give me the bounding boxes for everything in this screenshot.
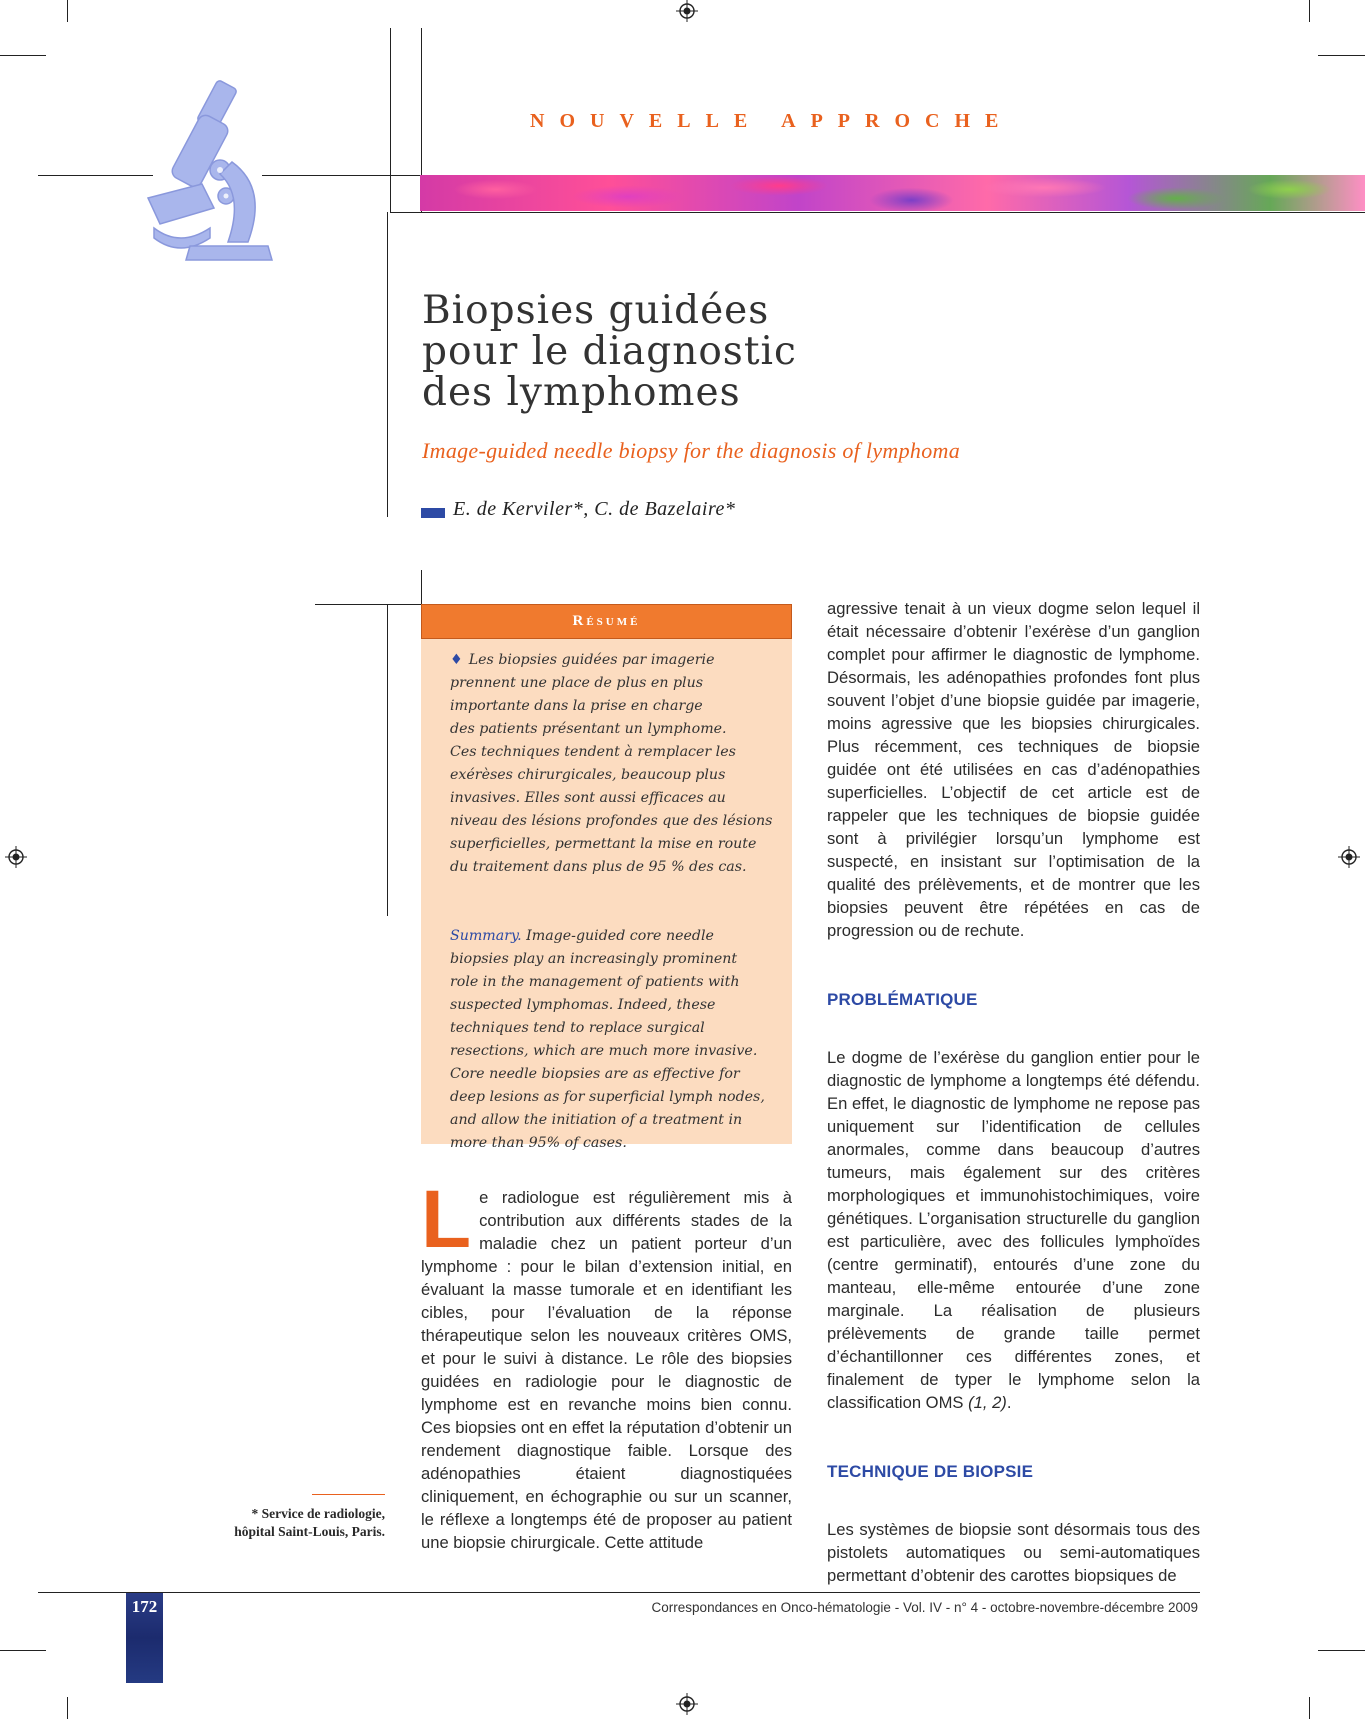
section-label: NOUVELLE APPROCHE bbox=[530, 110, 1014, 132]
abstract-line: resections, which are much more invasive. bbox=[450, 1043, 758, 1059]
abstract-line: invasives. Elles sont aussi efficaces au bbox=[450, 790, 726, 806]
registration-mark-icon bbox=[676, 0, 698, 22]
body-paragraph: Le radiologue est régulièrement mis à contribution aux différents stades de la maladie chez un patient porteur d’un lymphome : pour le bilan d’extension initial, en évaluant la masse tumorale et en identifiant les cibles, pour l’évaluation de la réponse thérapeutique selon les nouveaux critères OMS, et pour le suivi à distance. Le rôle des biopsies guidées en radiologie pour le diagnostic de lymphome est en revanche moins bien connu. Ces biopsies ont en effet la réputation d’obtenir un rendement diagnostique faible. Lorsque des adénopathies étaient diagnostiquées cliniquement, en échographie ou sur un scanner, le réflexe a longtemps été de proposer au patient une biopsie chirurgicale. Cette attitude bbox=[421, 1174, 792, 1552]
citation: (1, 2) bbox=[968, 1393, 1007, 1412]
crop-mark bbox=[67, 0, 68, 22]
summary-label: Summary. bbox=[450, 928, 522, 944]
abstract-rule bbox=[387, 604, 388, 916]
header-rule bbox=[390, 212, 1365, 213]
body-paragraph: agressive tenait à un vieux dogme selon lequel il était nécessaire d’obtenir l’exérèse d’un ganglion complet pour affirmer le diagnostic de lymphome. Désormais, les adénopathies profondes font plus souvent l’objet d’une biopsie guidée par imagerie, moins agressive que les biopsies chirurgicales. Plus récemment, ces techniques de biopsie guidée ont été utilisées en cas d’adénopathies superficielles. L’objectif de cet article est de rappeler que les techniques de biopsie guidée sont à privilégier lorsqu’un lymphome est suspecté, en insistant sur l’optimisation de la qualité des prélèvements, et de montrer que les biopsies peuvent être répétées en cas de progression ou de rechute. bbox=[827, 599, 1200, 940]
page-number: 172 bbox=[131, 1597, 158, 1616]
abstract-line: des patients présentant un lymphome. bbox=[450, 721, 727, 737]
abstract-line: niveau des lésions profondes que des lésions bbox=[450, 813, 773, 829]
crop-mark bbox=[0, 55, 46, 56]
affiliation-rule bbox=[312, 1494, 385, 1495]
section-heading: TECHNIQUE DE BIOPSIE bbox=[827, 1462, 1034, 1481]
abstract-heading: Résumé bbox=[421, 604, 792, 639]
abstract-rule bbox=[421, 570, 422, 604]
abstract-line: deep lesions as for superficial lymph nodes, bbox=[450, 1089, 765, 1105]
registration-mark-icon bbox=[1338, 846, 1360, 868]
abstract-line: suspected lymphomas. Indeed, these bbox=[450, 997, 716, 1013]
abstract-line: and allow the initiation of a treatment in bbox=[450, 1112, 743, 1128]
decorative-banner bbox=[420, 175, 1365, 211]
crop-mark bbox=[1309, 1697, 1310, 1719]
abstract-line: techniques tend to replace surgical bbox=[450, 1020, 705, 1036]
diamond-bullet-icon: ♦ bbox=[450, 652, 463, 668]
abstract-line: role in the management of patients with bbox=[450, 974, 740, 990]
journal-reference: Correspondances en Onco-hématologie - Vol. IV - n° 4 - octobre-novembre-décembre 2009 bbox=[651, 1600, 1198, 1615]
affiliation-line: hôpital Saint-Louis, Paris. bbox=[234, 1524, 385, 1539]
affiliation-note bbox=[195, 1505, 385, 1541]
registration-mark-icon bbox=[676, 1693, 698, 1715]
drop-cap: L bbox=[421, 1174, 472, 1265]
crop-mark bbox=[0, 1650, 46, 1651]
abstract-line: Core needle biopsies are as effective for bbox=[450, 1066, 740, 1082]
body-column-left bbox=[421, 1174, 792, 1554]
crop-mark bbox=[1318, 1650, 1365, 1651]
abstract-line: more than 95% of cases. bbox=[450, 1135, 627, 1151]
body-paragraph: Les systèmes de biopsie sont désormais tous des pistolets automatiques ou semi-automatiques permettant d’obtenir des carottes biopsiques de bbox=[827, 1520, 1200, 1585]
header-rule bbox=[262, 175, 422, 176]
crop-mark bbox=[1318, 55, 1365, 56]
article-subtitle: Image-guided needle biopsy for the diagnosis of lymphoma bbox=[422, 438, 960, 463]
body-column-right bbox=[827, 597, 1200, 1587]
crop-mark bbox=[1309, 0, 1310, 22]
abstract-line: biopsies play an increasingly prominent bbox=[450, 951, 738, 967]
abstract-line: prennent une place de plus en plus bbox=[450, 675, 704, 691]
affiliation-line: * Service de radiologie, bbox=[251, 1506, 385, 1521]
registration-mark-icon bbox=[5, 846, 27, 868]
header-rule bbox=[390, 28, 391, 213]
abstract-line: superficielles, permettant la mise en route bbox=[450, 836, 757, 852]
article-title bbox=[422, 290, 1122, 413]
title-line: Biopsies guidées bbox=[422, 288, 770, 333]
title-rule bbox=[387, 212, 388, 517]
abstract-line: exérèses chirurgicales, beaucoup plus bbox=[450, 767, 726, 783]
header-rule bbox=[38, 175, 153, 176]
crop-mark bbox=[67, 1697, 68, 1719]
article-authors: E. de Kerviler*, C. de Bazelaire* bbox=[453, 498, 736, 520]
title-line: pour le diagnostic bbox=[422, 329, 797, 374]
abstract-box bbox=[421, 639, 792, 1151]
abstract-line: du traitement dans plus de 95 % des cas. bbox=[450, 859, 747, 875]
abstract-line: ♦ Les biopsies guidées par imagerie bbox=[450, 652, 715, 668]
authors-marker bbox=[421, 508, 445, 518]
body-paragraph: Le dogme de l’exérèse du ganglion entier pour le diagnostic de lymphome a longtemps été défendu. En effet, le diagnostic de lymphome ne repose pas uniquement sur l’identification de cellules anormales, comme dans beaucoup d’autres tumeurs, mais également sur des critères morphologiques et immunohistochimiques, voire génétiques. L’organisation structurelle du ganglion est particulière, avec des follicules lymphoïdes (centre germinatif), entourés d’une zone du manteau, elle-même entourée d’une zone marginale. La réalisation de plusieurs prélèvements de grande taille permet d’échantillonner ces différentes zones, et finalement de typer le lymphome selon la classification OMS (1, 2). bbox=[827, 1048, 1200, 1412]
abstract-rule bbox=[315, 604, 421, 605]
title-line: des lymphomes bbox=[422, 370, 741, 415]
abstract-line: importante dans la prise en charge bbox=[450, 698, 703, 714]
footer-rule bbox=[38, 1592, 1200, 1593]
abstract-line: Summary. Image-guided core needle bbox=[450, 928, 714, 944]
section-heading: PROBLÉMATIQUE bbox=[827, 990, 978, 1009]
microscope-icon bbox=[140, 78, 280, 264]
abstract-line: Ces techniques tendent à remplacer les bbox=[450, 744, 736, 760]
